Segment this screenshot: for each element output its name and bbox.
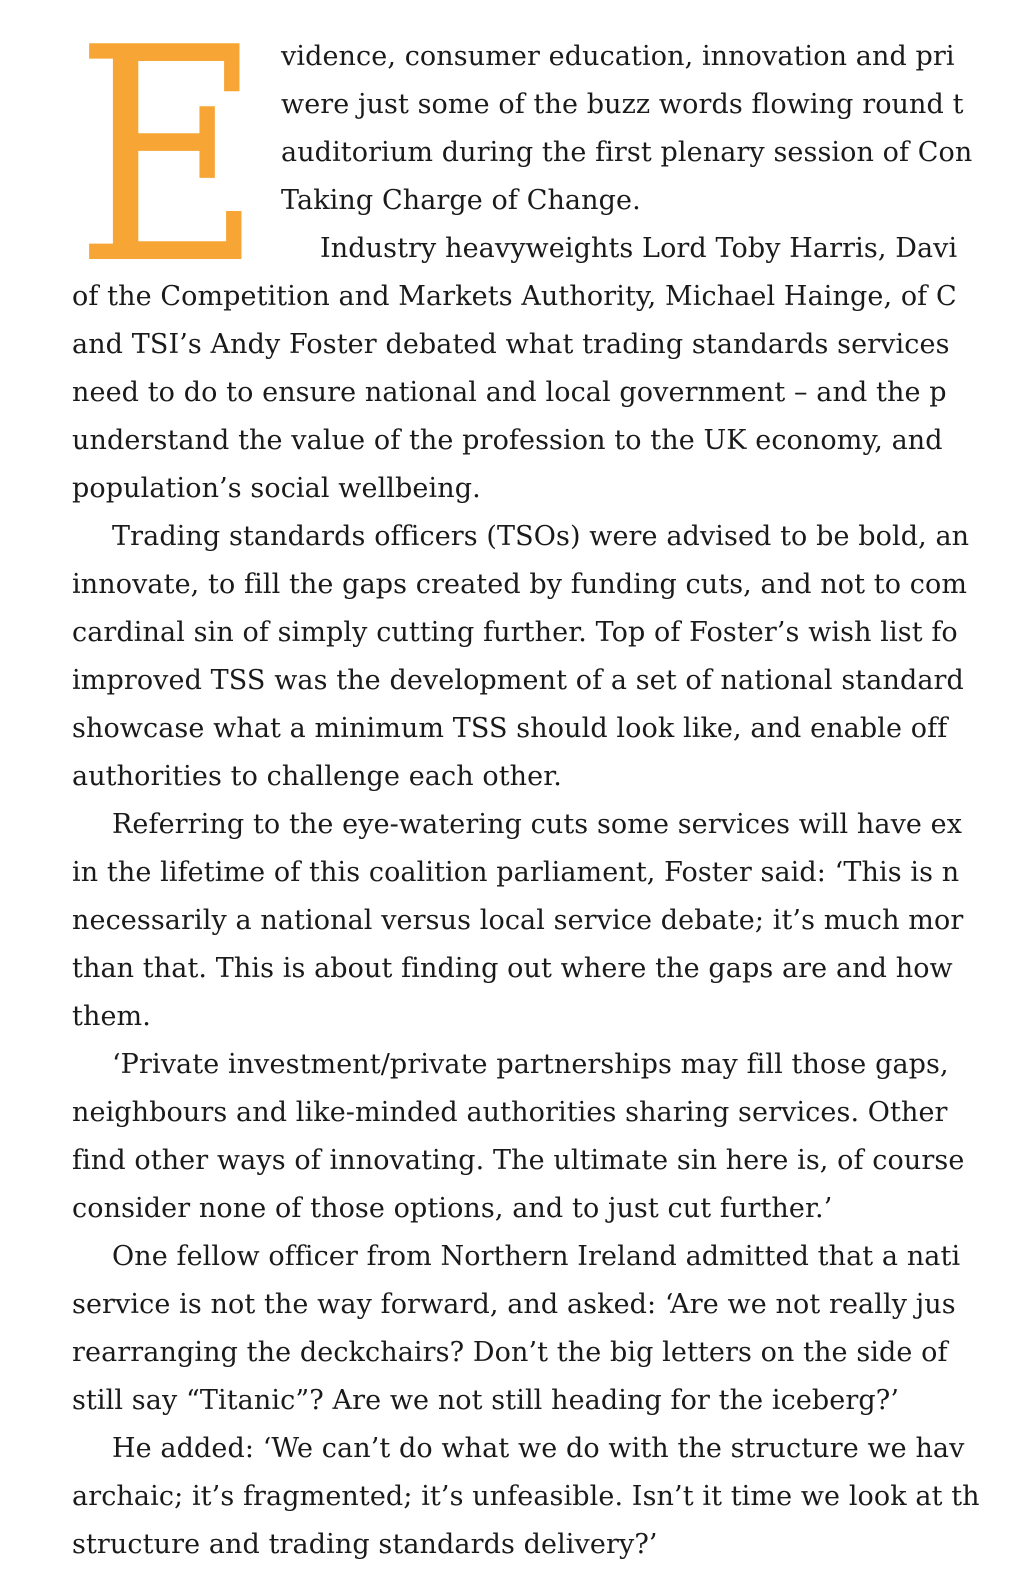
text-line: rearranging the deckchairs? Don’t the big letters on the side of	[72, 1337, 948, 1368]
text-line: were just some of the buzz words flowing round t	[281, 89, 964, 120]
text-line: necessarily a national versus local service debate; it’s much mor	[72, 905, 964, 936]
text-line: service is not the way forward, and asked: ‘Are we not really jus	[72, 1289, 956, 1320]
drop-cap	[0, 0, 300, 329]
text-line: innovate, to fill the gaps created by funding cuts, and not to com	[72, 569, 968, 600]
text-line: neighbours and like-minded authorities sharing services. Other	[72, 1097, 948, 1128]
text-line: them.	[72, 1001, 151, 1032]
text-line: Trading standards officers (TSOs) were advised to be bold, an	[112, 521, 970, 552]
text-line: ‘Private investment/private partnerships may fill those gaps,	[112, 1049, 949, 1080]
text-line: find other ways of innovating. The ultimate sin here is, of course	[72, 1145, 965, 1176]
text-line: consider none of those options, and to just cut further.’	[72, 1193, 833, 1224]
text-line: authorities to challenge each other.	[72, 761, 562, 792]
text-line: population’s social wellbeing.	[72, 473, 481, 504]
text-line: need to do to ensure national and local government – and the p	[72, 377, 947, 408]
text-line: He added: ‘We can’t do what we do with the structure we hav	[112, 1433, 965, 1464]
text-line: of the Competition and Markets Authority, Michael Hainge, of C	[72, 281, 957, 312]
text-line: Industry heavyweights Lord Toby Harris, Davi	[320, 233, 958, 264]
text-line: structure and trading standards delivery?’	[72, 1529, 658, 1560]
text-line: still say “Titanic”? Are we not still heading for the iceberg?’	[72, 1385, 900, 1416]
text-line: improved TSS was the development of a set of national standard	[72, 665, 964, 696]
text-line: and TSI’s Andy Foster debated what trading standards services	[72, 329, 950, 360]
text-line: One fellow officer from Northern Ireland admitted that a nati	[112, 1241, 961, 1272]
text-line: Taking Charge of Change.	[281, 185, 641, 216]
text-line: showcase what a minimum TSS should look like, and enable off	[72, 713, 948, 744]
text-line: auditorium during the first plenary session of Con	[281, 137, 973, 168]
drop-cap-letter: E	[75, 0, 262, 329]
text-line: Referring to the eye-watering cuts some services will have ex	[112, 809, 963, 840]
text-line: cardinal sin of simply cutting further. Top of Foster’s wish list fo	[72, 617, 958, 648]
text-line: than that. This is about finding out where the gaps are and how	[72, 953, 953, 984]
text-line: vidence, consumer education, innovation and pri	[281, 41, 955, 72]
text-line: in the lifetime of this coalition parliament, Foster said: ‘This is n	[72, 857, 960, 888]
text-line: understand the value of the profession to the UK economy, and	[72, 425, 943, 456]
text-line: archaic; it’s fragmented; it’s unfeasible. Isn’t it time we look at th	[72, 1481, 980, 1512]
